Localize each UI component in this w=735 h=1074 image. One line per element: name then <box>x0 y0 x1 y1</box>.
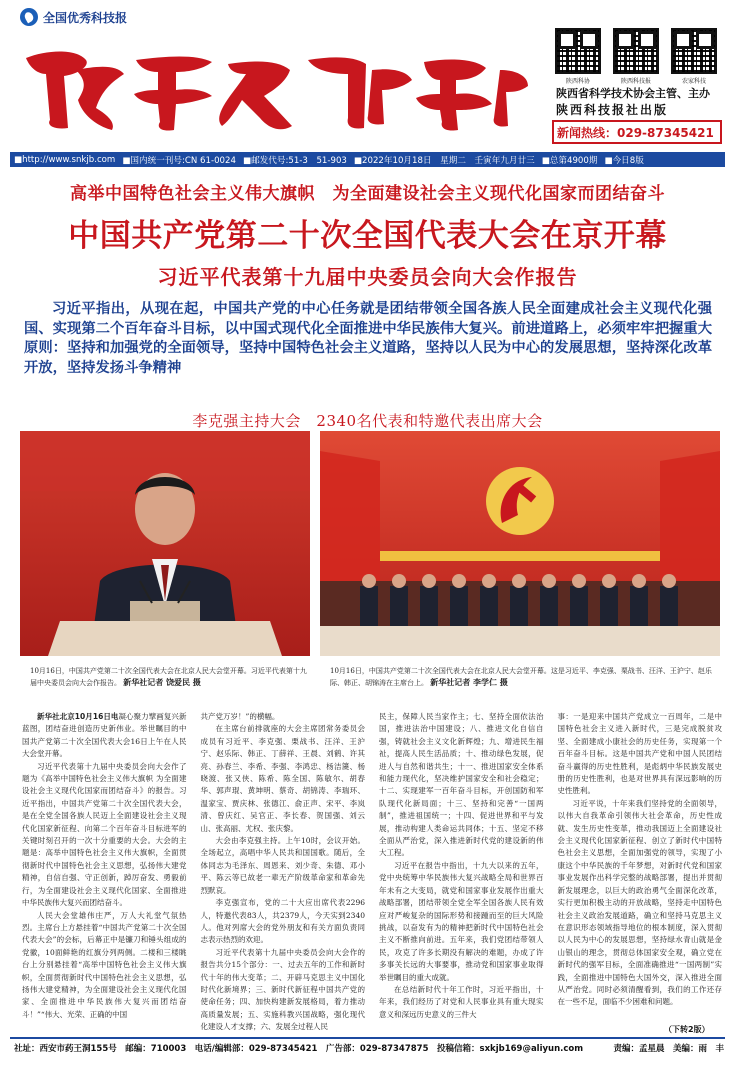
publisher-info <box>556 86 726 118</box>
article-paragraph: 李克强宣布，党的二十大应出席代表2296人，特邀代表83人，共2379人，今天实到2340人。他对列席大会的党外朋友和有关方面负责同志表示热烈的欢迎。 <box>200 898 365 945</box>
issue-number: ■总第4900期 <box>541 155 598 166</box>
qr-code-icon <box>555 28 601 74</box>
qr-caption: 陕西科协 <box>565 78 590 85</box>
photo-caption-right <box>330 666 725 689</box>
qr-code[interactable] <box>671 28 717 85</box>
award-emblem-icon <box>20 8 38 26</box>
postal-code: ■邮发代号:51-3 51-903 <box>242 155 347 166</box>
footer-divider <box>10 1037 725 1039</box>
sub-headline: 习近平代表第十九届中央委员会向大会作报告 <box>157 265 578 289</box>
column-text <box>201 711 366 1034</box>
congress-hall-photo <box>320 431 720 656</box>
qr-code-icon <box>613 28 659 74</box>
caption-text: 10月16日，中国共产党第二十次全国代表大会在北京人民大会堂开幕。这是习近平、李克强、栗战书、汪洋、王沪宁、赵乐际、韩正、胡锦涛在主席台上。 <box>330 667 712 687</box>
footer <box>14 1042 724 1054</box>
logo-text <box>16 140 17 141</box>
photo-caption-left <box>30 666 310 689</box>
masthead <box>0 0 735 150</box>
qr-code[interactable] <box>555 28 601 85</box>
article-paragraph: 习近平代表第十九届中央委员会向大会作的报告共分15个部分：一、过去五年的工作和新时代十年的伟大变革；二、开辟马克思主义中国化时代化新境界；三、新时代新征程中国共产党的使命任务；四、加快构建新发展格局，着力推动高质量发展；五、实施科教兴国战略，强化现代化建设人才支撑；六、发展全过程人民 <box>200 947 365 1032</box>
kicker-headline: 高举中国特色社会主义伟大旗帜 为全面建设社会主义现代化国家而团结奋斗 <box>70 184 665 204</box>
qr-code-icon <box>671 28 717 74</box>
article-paragraph: 事：一是迎来中国共产党成立一百周年，二是中国特色社会主义进入新时代，三是完成脱贫攻坚、全面建成小康社会的历史任务，实现第一个百年奋斗目标。这是中国共产党和中国人民团结奋斗赢得的历史性胜利，是彪炳中华民族发展史册的历史性胜利，也是对世界具有深远影响的历史性胜利。 <box>557 712 722 796</box>
article-column <box>379 711 544 1026</box>
continued-notice: （下转2版） <box>664 1025 710 1034</box>
website-link[interactable]: ■http://www.snkjb.com <box>14 154 116 165</box>
qr-caption: 陕西科技报 <box>620 78 651 85</box>
article-paragraph: 人民大会堂雄伟庄严，万人大礼堂气氛热烈。主席台上方悬挂着“中国共产党第二十次全国代表大会”的会标，后幕正中是镰刀和锤头组成的党徽，10面鲜艳的红旗分列两侧。二楼和三楼眺台上分别悬挂着“高举中国特色社会主义伟大旗帜，全面贯彻新时代中国特色社会主义思想，弘扬伟大建党精神，为全面建设社会主义现代化国家、全面推进中华民族伟大复兴而团结奋斗！”“伟大、光荣、正确的中国 <box>22 910 187 1019</box>
column-text <box>558 711 723 1009</box>
news-hotline: 新闻热线：029-87345421 <box>552 120 722 144</box>
article-dateline: 新华社北京10月16日电 <box>37 712 119 721</box>
info-bar <box>10 152 725 167</box>
page-count: ■今日8版 <box>604 155 644 166</box>
qr-code-row <box>555 28 717 85</box>
main-headline: 中国共产党第二十次全国代表大会在京开幕 <box>68 218 667 254</box>
footer-address: 社址：西安市药王洞155号 邮编：710003 电话/编辑部：029-87345421 广告部：029-87347875 投稿信箱：sxkjb169@aliyun.com <box>14 1044 584 1054</box>
award-text: 全国优秀科技报 <box>43 10 128 25</box>
deck-headline: 李克强主持大会 2340名代表和特邀代表出席大会 <box>192 412 543 430</box>
article-column <box>558 711 723 1026</box>
photo-credit: 新华社记者 饶爱民 摄 <box>123 678 201 687</box>
publisher-line: 陕西科技报社出版 <box>556 103 669 117</box>
article-paragraph: 共产党万岁！”的横幅。 <box>200 712 280 721</box>
article-paragraph: 大会由李克强主持。上午10时，会议开始。全场起立，高唱中华人民共和国国歌。随后，全体同志为毛泽东、周恩来、刘少奇、朱德、邓小平、陈云等已故老一辈无产阶级革命家和革命先烈默哀。 <box>200 836 365 895</box>
issue-date: ■2022年10月18日 星期二 壬寅年九月廿三 <box>353 155 535 166</box>
photo-credit: 新华社记者 李学仁 摄 <box>430 678 508 687</box>
speaker-photo <box>20 431 310 656</box>
article-paragraph: 在总结新时代十年工作时，习近平指出，十年来，我们经历了对党和人民事业具有重大现实意义和深远历史意义的三件大 <box>379 984 544 1019</box>
article-paragraph: 在主席台前排就座的大会主席团常务委员会成员有习近平、李克强、栗战书、汪洋、王沪宁、赵乐际、韩正、丁薛祥、王晨、刘鹤、许其亮、孙春兰、李希、李强、李鸿忠、杨洁篪、杨晓渡、张又侠、陈希、陈全国、陈敏尔、胡春华、郭声琨、黄坤明、蔡奇、胡锦涛、李瑞环、温家宝、贾庆林、张德江、俞正声、宋平、李岚清、曾庆红、吴官正、李长春、贺国强、刘云山、张高丽、尤权、张庆黎。 <box>200 724 365 833</box>
lead-paragraph: 习近平指出，从现在起，中国共产党的中心任务就是团结带领全国各族人民全面建成社会主义现代化强国、实现第二个百年奋斗目标，以中国式现代化全面推进中华民族伟大复兴。前进道路上，必须牢牢把握重大原则：坚持和加强党的全面领导，坚持中国特色社会主义道路，坚持以人民为中心的发展思想，坚持深化改革开放，坚持发扬斗争精神 <box>24 301 712 376</box>
article-paragraph: 习近平代表第十九届中央委员会向大会作了题为《高举中国特色社会主义伟大旗帜 为全面建设社会主义现代化国家而团结奋斗》的报告。习近平指出，中国共产党第二十次全国代表大会，是在全党全国各族人民迈上全面建设社会主义现代化国家新征程、向第二个百年奋斗目标进军的关键时刻召开的一次十分重要的大会。大会的主题是：高举中国特色社会主义伟大旗帜，全面贯彻新时代中国特色社会主义思想，弘扬伟大建党精神，自信自强、守正创新，踔厉奋发、勇毅前行，为全面建设社会主义现代化国家、全面推进中华民族伟大复兴而团结奋斗。 <box>22 761 187 908</box>
article-paragraph: 习近平在报告中指出，十九大以来的五年，党中央统筹中华民族伟大复兴战略全局和世界百年未有之大变局，就党和国家事业发展作出重大战略部署，团结带领全党全军全国各族人民有效应对严峻复杂的国际形势和接踵而至的巨大风险挑战，以奋发有为的精神把新时代中国特色社会主义不断推向前进。五年来，我们党团结带领人民，攻克了许多长期没有解决的难题，办成了许多事关长远的大事要事，推动党和国家事业取得举世瞩目的重大成就。 <box>379 860 544 982</box>
column-text: 凝心聚力擘画复兴新蓝图，团结奋进创造历史新伟业。举世瞩目的中国共产党第二十次全国代表大会16日上午在人民大会堂开幕。 <box>22 712 187 759</box>
publisher-line: 陕西省科学技术协会主管、主办 <box>556 87 710 100</box>
column-text <box>379 711 544 1021</box>
qr-code[interactable] <box>613 28 659 85</box>
newspaper-logo <box>16 30 536 140</box>
article-column <box>200 711 366 1032</box>
article-column <box>22 711 187 1026</box>
article-paragraph: 民主，保障人民当家作主；七、坚持全面依法治国，推进法治中国建设；八、推进文化自信自强，铸就社会主义文化新辉煌；九、增进民生福祉，提高人民生活品质；十、推动绿色发展，促进人与自然和谐共生；十一、推进国家安全体系和能力现代化，坚决维护国家安全和社会稳定；十二、实现建军一百年奋斗目标，开创国防和军队现代化新局面；十三、坚持和完善“一国两制”，推进祖国统一；十四、促进世界和平与发展，推动构建人类命运共同体；十五、坚定不移全面从严治党，深入推进新时代党的建设新的伟大工程。 <box>379 712 544 858</box>
article-paragraph: 习近平说，十年来我们坚持党的全面领导，以伟大自我革命引领伟大社会革命，历史性成就、发生历史性变革，推动我国迈上全面建设社会主义现代化国家新征程、创立了新时代中国特色社会主义思想，全面加强党的领导，实现了小康这个中华民族的千年梦想，对新时代党和国家事业发展作出科学完整的战略部署，提出并贯彻新发展理念，以巨大的政治勇气全面深化改革，实行更加积极主动的开放战略，坚持走中国特色社会主义政治发展道路，确立和坚持马克思主义在意识形态领域指导地位的根本制度，深入贯彻以人民为中心的发展思想，坚持绿水青山就是金山银山的理念，贯彻总体国家安全观，确立党在新时代的强军目标，全面准确推进“一国两制”实践，全面推进中国特色大国外交，深入推进全面从严治党。同时必须清醒看到，我们的工作还存在一些不足，面临不少困难和问题。 <box>557 798 722 1007</box>
award-badge <box>20 8 127 26</box>
caption-text: 10月16日，中国共产党第二十次全国代表大会在北京人民大会堂开幕。习近平代表第十九届中央委员会向大会作报告。 <box>30 667 307 687</box>
cn-number: ■国内统一刊号:CN 61-0024 <box>122 155 236 166</box>
footer-editors: 责编：孟星晨 美编：雨 丰 <box>613 1044 724 1054</box>
qr-caption: 农家科技 <box>681 78 706 85</box>
